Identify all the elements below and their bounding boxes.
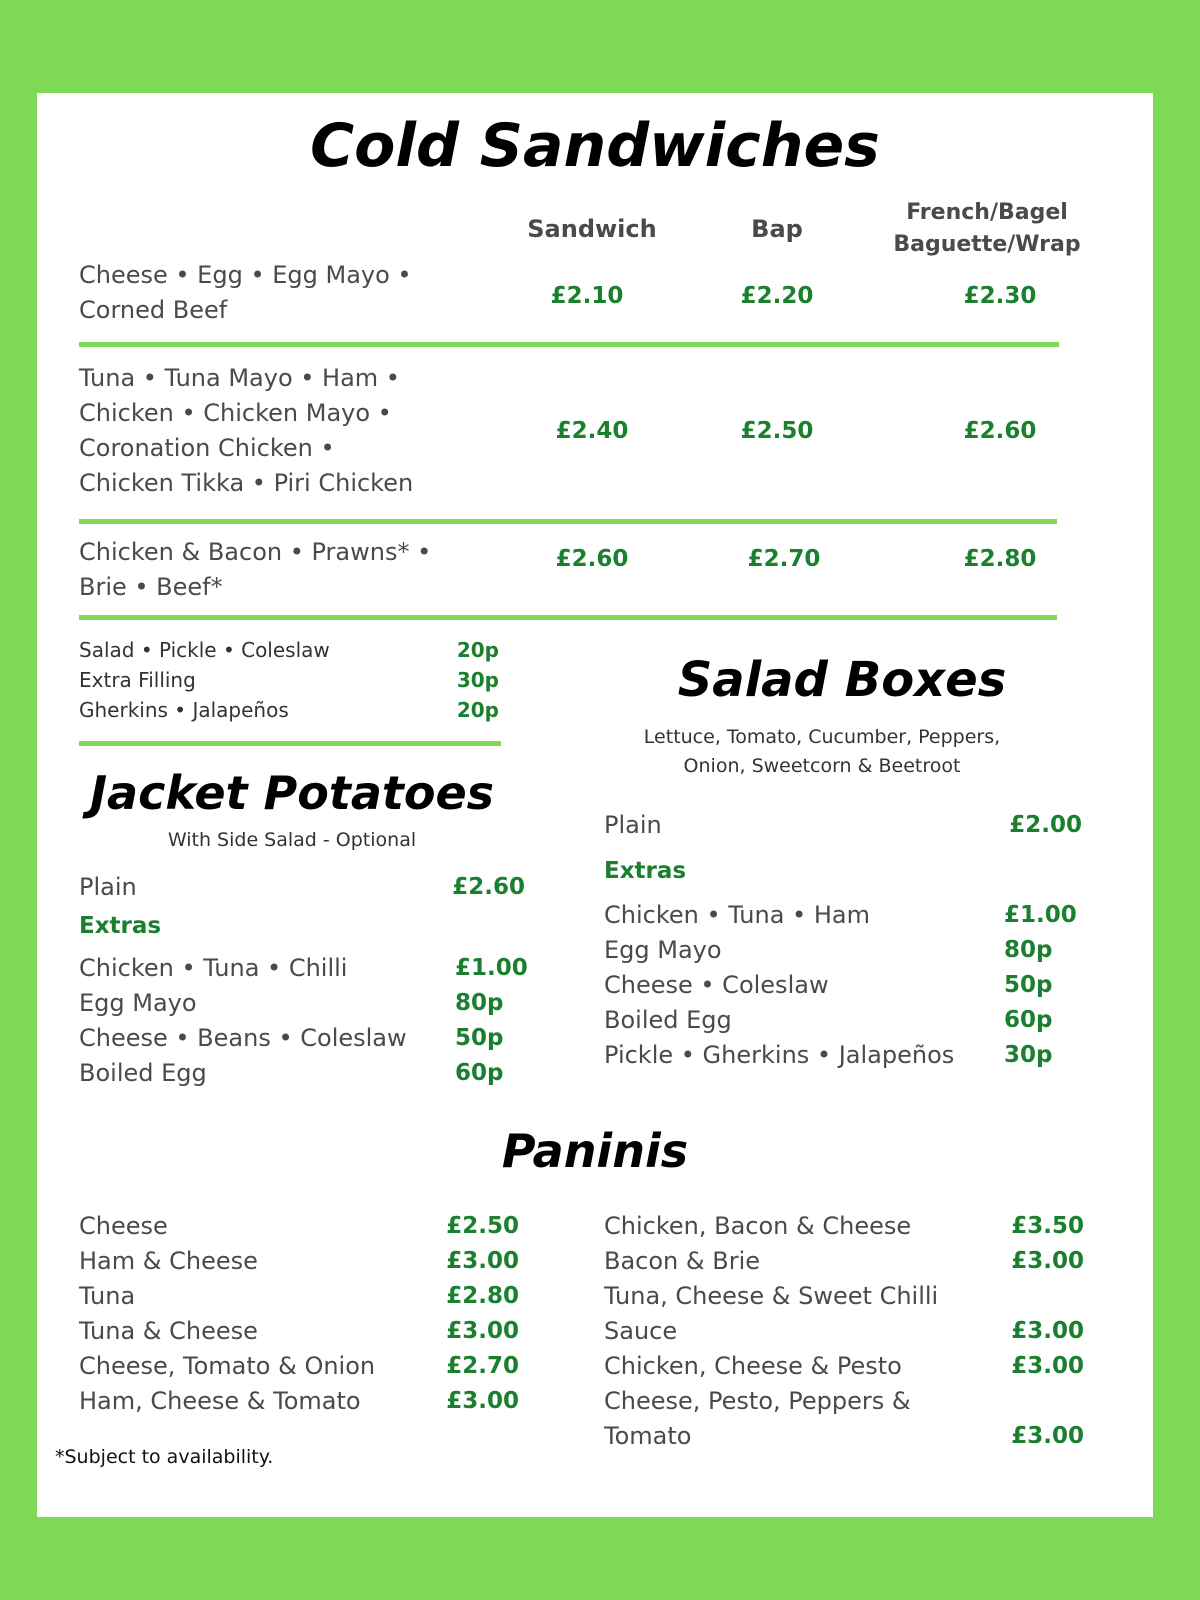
list-item	[79, 1384, 519, 1419]
salad-plain-price: £2.00	[1009, 812, 1082, 838]
jacket-potatoes-title: Jacket Potatoes	[89, 766, 495, 820]
list-item	[604, 1209, 1084, 1244]
extra-price: 60p	[1004, 1007, 1053, 1033]
salad-extras-list	[604, 898, 1077, 1073]
addon-price: 20p	[456, 698, 499, 722]
salad-description-line2: Onion, Sweetcorn & Beetroot	[683, 755, 961, 777]
list-item	[79, 1349, 519, 1384]
cold-row-3-french-price: £2.80	[963, 546, 1037, 572]
panini-name	[604, 1279, 938, 1349]
extra-name: Egg Mayo	[604, 936, 722, 964]
list-item	[79, 986, 525, 1021]
extra-price: £1.00	[455, 955, 528, 981]
panini-name: Tuna	[79, 1282, 136, 1310]
cold-row-3-line: Chicken & Bacon • Prawns* •	[79, 538, 432, 566]
col-header-french-line1: French/Bagel	[906, 200, 1068, 225]
cold-row-2-line: Chicken Tikka • Piri Chicken	[79, 469, 414, 497]
salad-extras-label: Extras	[604, 858, 687, 884]
cold-row-2-french-price: £2.60	[963, 418, 1037, 444]
divider	[79, 519, 1057, 524]
jacket-subtitle: With Side Salad - Optional	[167, 829, 417, 851]
list-item	[604, 1384, 1084, 1454]
list-item	[604, 933, 1074, 968]
list-item	[79, 1314, 519, 1349]
cold-row-2-bap-price: £2.50	[740, 418, 814, 444]
col-header-bap: Bap	[751, 215, 803, 243]
panini-name: Chicken, Cheese & Pesto	[604, 1352, 902, 1380]
extra-price: 50p	[455, 1025, 504, 1051]
panini-price: £2.80	[446, 1283, 519, 1309]
cold-row-1-sandwich-price: £2.10	[550, 283, 624, 309]
cold-sandwiches-title: Cold Sandwiches	[310, 111, 880, 181]
paninis-title: Paninis	[501, 1124, 689, 1178]
addon-name: Salad • Pickle • Coleslaw	[79, 638, 330, 662]
panini-name: Ham & Cheese	[79, 1247, 258, 1275]
addon-name: Gherkins • Jalapeños	[79, 698, 289, 722]
panini-name: Ham, Cheese & Tomato	[79, 1387, 361, 1415]
list-item	[604, 968, 1074, 1003]
list-item	[79, 665, 499, 695]
cold-row-2-line: Chicken • Chicken Mayo •	[79, 399, 392, 427]
divider	[79, 342, 1059, 347]
salad-boxes-title: Salad Boxes	[677, 652, 1007, 708]
panini-price: £3.00	[1011, 1423, 1084, 1449]
list-item	[79, 635, 499, 665]
panini-name-line: Cheese, Pesto, Peppers &	[604, 1387, 911, 1415]
sandwich-addons	[79, 635, 499, 725]
extra-price: £1.00	[1004, 902, 1077, 928]
salad-plain-label: Plain	[604, 811, 662, 839]
salad-description	[597, 723, 1047, 781]
extra-name: Egg Mayo	[79, 989, 197, 1017]
cold-row-2-items	[79, 361, 413, 501]
list-item	[79, 1279, 519, 1314]
list-item	[604, 1244, 1084, 1279]
addon-price: 30p	[456, 668, 499, 692]
cold-row-3-items	[79, 535, 431, 605]
list-item	[79, 695, 499, 725]
paninis-left-list	[79, 1209, 519, 1419]
extra-name: Cheese • Beans • Coleslaw	[79, 1024, 407, 1052]
list-item	[79, 1021, 525, 1056]
addon-price: 20p	[456, 638, 499, 662]
panini-name: Tuna & Cheese	[79, 1317, 258, 1345]
panini-price: £3.00	[446, 1388, 519, 1414]
list-item	[604, 1038, 1074, 1073]
panini-price: £3.50	[1011, 1213, 1084, 1239]
paninis-right-list	[604, 1209, 1084, 1454]
footnote: *Subject to availability.	[55, 1446, 274, 1468]
panini-name-line: Tuna, Cheese & Sweet Chilli	[604, 1282, 939, 1310]
cold-row-2-line: Coronation Chicken •	[79, 434, 335, 462]
extra-name: Boiled Egg	[604, 1006, 732, 1034]
panini-price: £3.00	[1011, 1248, 1084, 1274]
jacket-extras-label: Extras	[79, 913, 162, 939]
panini-name: Chicken, Bacon & Cheese	[604, 1212, 912, 1240]
addon-name: Extra Filling	[79, 668, 196, 692]
extra-price: 30p	[1004, 1042, 1053, 1068]
list-item	[79, 1209, 519, 1244]
jacket-plain-label: Plain	[79, 873, 137, 901]
salad-plain-row	[604, 808, 1082, 843]
col-header-french-line2: Baguette/Wrap	[893, 232, 1081, 257]
panini-name-line: Tomato	[604, 1422, 692, 1450]
jacket-extras-list	[79, 951, 528, 1091]
extra-name: Pickle • Gherkins • Jalapeños	[604, 1041, 955, 1069]
panini-name: Cheese	[79, 1212, 168, 1240]
col-header-french	[877, 197, 1097, 261]
extra-name: Chicken • Tuna • Chilli	[79, 954, 348, 982]
cold-row-1-bap-price: £2.20	[740, 283, 814, 309]
cold-row-2-line: Tuna • Tuna Mayo • Ham •	[79, 364, 400, 392]
cold-row-1-line: Cheese • Egg • Egg Mayo •	[79, 261, 412, 289]
panini-price: £2.70	[446, 1353, 519, 1379]
list-item	[604, 898, 1077, 933]
list-item	[604, 1003, 1074, 1038]
panini-price: £3.00	[1011, 1353, 1084, 1379]
cold-row-3-line: Brie • Beef*	[79, 573, 223, 601]
extra-name: Chicken • Tuna • Ham	[604, 901, 870, 929]
panini-name-line: Sauce	[604, 1317, 678, 1345]
extra-price: 60p	[455, 1060, 504, 1086]
list-item	[79, 1056, 525, 1091]
cold-row-1-items	[79, 258, 412, 328]
panini-price: £3.00	[446, 1318, 519, 1344]
extra-price: 80p	[455, 990, 504, 1016]
jacket-plain-row	[79, 870, 525, 905]
extra-name: Cheese • Coleslaw	[604, 971, 829, 999]
cold-row-1-french-price: £2.30	[963, 283, 1037, 309]
panini-price: £3.00	[1011, 1318, 1084, 1344]
panini-name	[604, 1384, 911, 1454]
divider	[79, 741, 501, 746]
list-item	[79, 951, 528, 986]
extra-name: Boiled Egg	[79, 1059, 207, 1087]
cold-row-3-sandwich-price: £2.60	[555, 546, 629, 572]
jacket-plain-price: £2.60	[452, 874, 525, 900]
extra-price: 80p	[1004, 937, 1053, 963]
panini-price: £2.50	[446, 1213, 519, 1239]
panini-name: Bacon & Brie	[604, 1247, 760, 1275]
col-header-sandwich: Sandwich	[527, 215, 657, 243]
extra-price: 50p	[1004, 972, 1053, 998]
list-item	[79, 1244, 519, 1279]
cold-row-3-bap-price: £2.70	[747, 546, 821, 572]
cold-row-1-line: Corned Beef	[79, 296, 228, 324]
divider	[79, 615, 1057, 620]
cold-row-2-sandwich-price: £2.40	[555, 418, 629, 444]
list-item	[604, 1349, 1084, 1384]
menu-card	[37, 93, 1153, 1517]
salad-description-line1: Lettuce, Tomato, Cucumber, Peppers,	[643, 726, 1001, 748]
list-item	[604, 1279, 1084, 1349]
panini-name: Cheese, Tomato & Onion	[79, 1352, 376, 1380]
panini-price: £3.00	[446, 1248, 519, 1274]
